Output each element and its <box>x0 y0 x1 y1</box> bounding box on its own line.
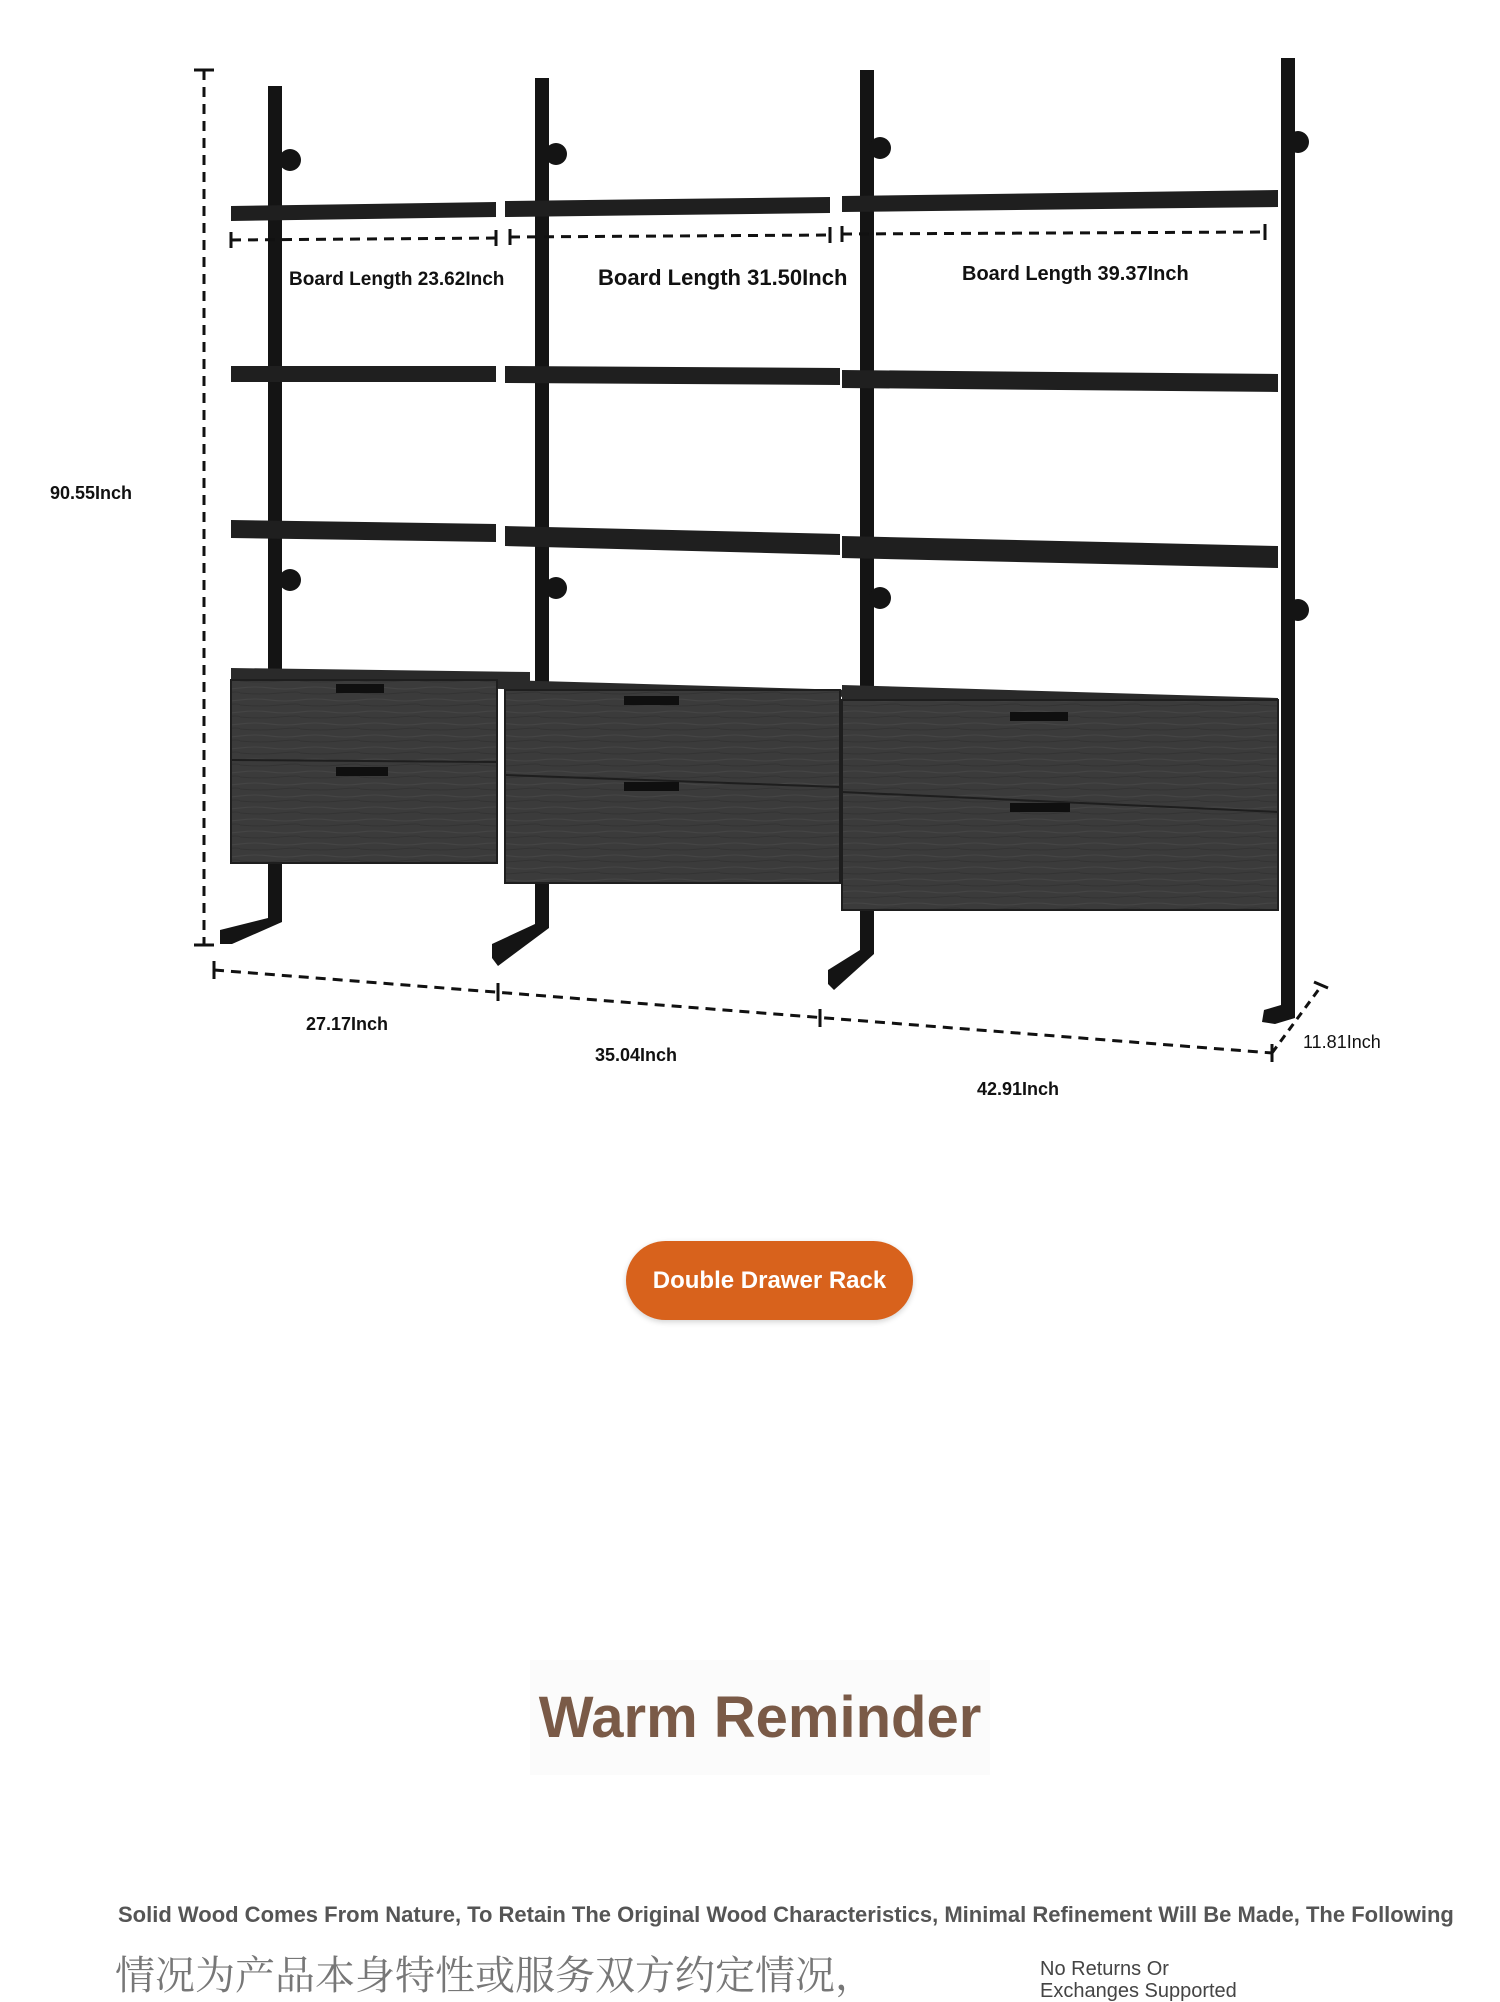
drawer-cabinet-2 <box>505 680 850 883</box>
shelves-lower <box>231 520 1278 568</box>
width-label-1: 27.17Inch <box>302 1013 392 1035</box>
board-length-label-3: Board Length 39.37Inch <box>958 262 1193 286</box>
height-label: 90.55Inch <box>46 482 136 504</box>
drawer-cabinet-3 <box>842 685 1278 910</box>
board-length-dimension-lines <box>231 224 1265 248</box>
board-length-label-2: Board Length 31.50Inch <box>594 265 851 291</box>
no-returns-note: No Returns Or Exchanges Supported <box>1040 1958 1237 2002</box>
width-label-2: 35.04Inch <box>591 1044 681 1066</box>
feet <box>220 918 1295 1024</box>
board-length-label-1: Board Length 23.62Inch <box>285 268 508 291</box>
reminder-intro-text: Solid Wood Comes From Nature, To Retain The Original Wood Characteristics, Minimal Refinement Will Be Made, The Following <box>118 1902 1454 1927</box>
double-drawer-rack-button[interactable]: Double Drawer Rack <box>626 1241 913 1320</box>
width-dimension-lines <box>214 961 1328 1062</box>
shelves-top <box>231 190 1278 221</box>
drawer-cabinet-1 <box>231 668 530 863</box>
reminder-chinese-text: 情况为产品本身特性或服务双方约定情况， <box>115 1953 875 1999</box>
depth-label: 11.81Inch <box>1299 1031 1385 1053</box>
width-label-3: 42.91Inch <box>973 1078 1063 1100</box>
warm-reminder-title: Warm Reminder <box>530 1660 990 1775</box>
height-dimension-line <box>194 70 214 945</box>
post-4 <box>1281 58 1295 1018</box>
shelves-middle <box>231 366 1278 392</box>
